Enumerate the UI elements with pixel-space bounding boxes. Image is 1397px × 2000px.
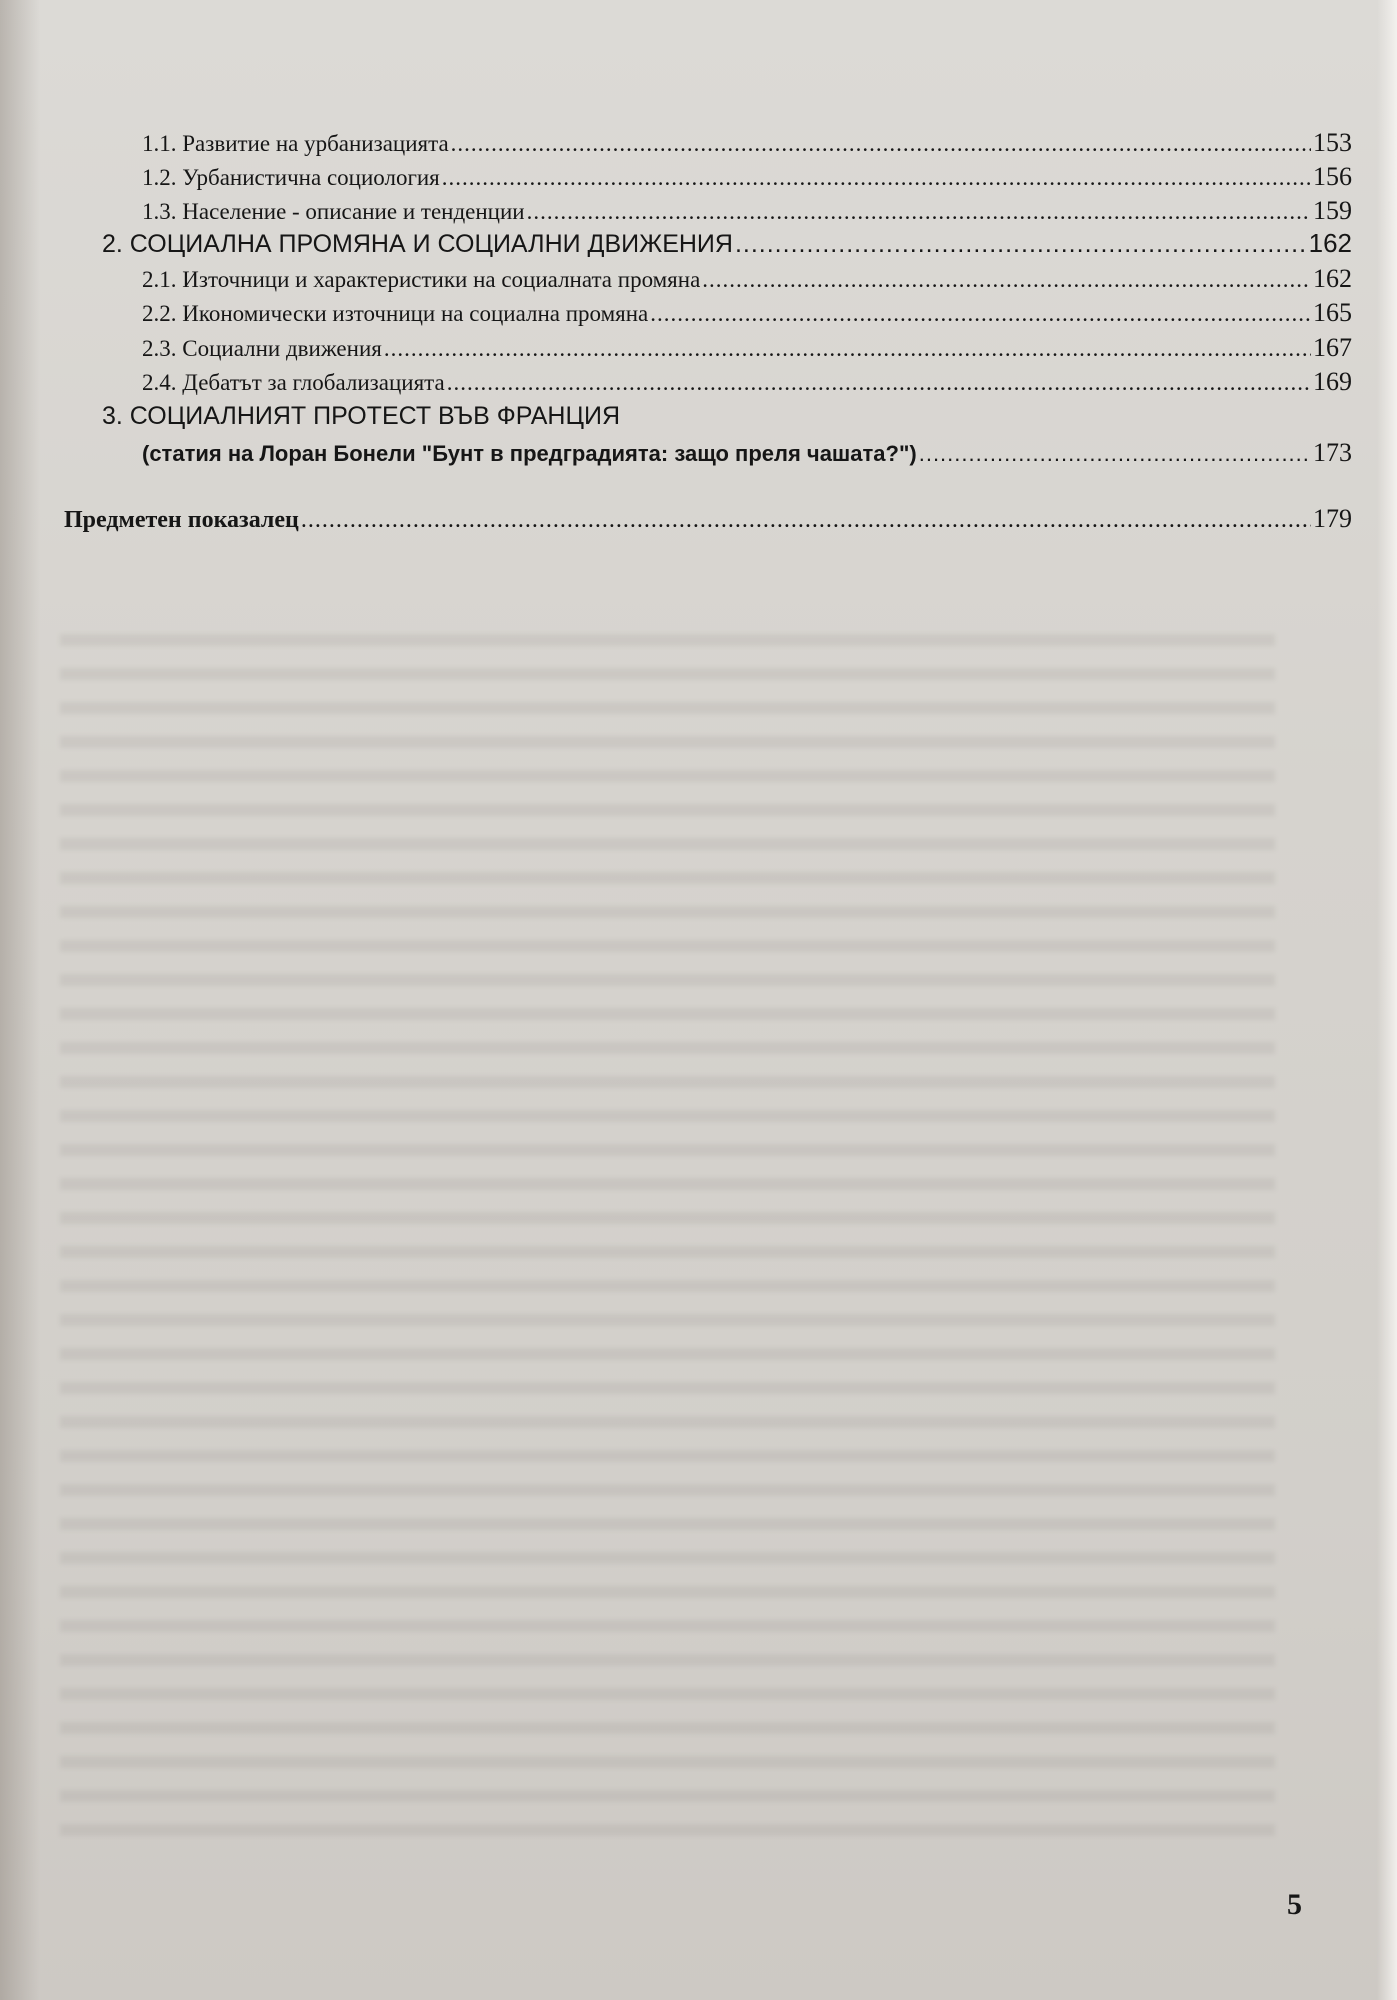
toc-leader-dots — [384, 336, 1311, 362]
toc-entry — [102, 228, 1352, 259]
toc-entry — [142, 298, 1352, 328]
toc-entry — [142, 264, 1352, 294]
toc-leader-dots — [702, 267, 1311, 293]
toc-entry-page: 162 — [1313, 264, 1352, 293]
toc-entry-label: 2.1. Източници и характеристики на социалната промяна — [142, 267, 701, 292]
toc-leader-dots — [447, 370, 1311, 396]
toc-leader-dots — [650, 301, 1311, 327]
toc-entry — [142, 367, 1352, 397]
toc-entry-page: 169 — [1313, 367, 1352, 396]
toc-entry — [142, 128, 1352, 158]
toc-entry-page: 179 — [1313, 504, 1352, 533]
toc-entry — [64, 504, 1352, 534]
toc-entry — [142, 162, 1352, 192]
toc-leader-dots — [919, 441, 1311, 467]
toc-entry-label: 1.3. Население - описание и тенденции — [142, 199, 525, 224]
page-edge-highlight — [1377, 0, 1397, 2000]
page-number: 5 — [1287, 1888, 1302, 1921]
toc-entry-label: 1.2. Урбанистична социология — [142, 165, 440, 190]
toc-entry-page: 156 — [1313, 162, 1352, 191]
show-through-text — [60, 620, 1275, 1840]
toc-entry — [142, 438, 1352, 468]
toc-entry-page: 159 — [1313, 196, 1352, 225]
toc-entry-label: 1.1. Развитие на урбанизацията — [142, 131, 449, 156]
toc-leader-dots — [735, 230, 1307, 259]
toc-entry-label: 3. СОЦИАЛНИЯТ ПРОТЕСТ ВЪВ ФРАНЦИЯ — [102, 402, 620, 430]
toc-entry-label: 2.4. Дебатът за глобализацията — [142, 370, 445, 395]
toc-leader-dots — [442, 165, 1311, 191]
toc-entry-label: 2.3. Социални движения — [142, 336, 382, 361]
toc-section-heading — [102, 402, 620, 431]
toc-entry-label: 2.2. Икономически източници на социална промяна — [142, 301, 649, 326]
toc-entry-label: (статия на Лоран Бонели "Бунт в предградията: защо преля чашата?") — [142, 441, 917, 466]
toc-entry-page: 173 — [1313, 438, 1352, 467]
toc-leader-dots — [451, 131, 1311, 157]
toc-entry-page: 162 — [1308, 228, 1352, 258]
toc-leader-dots — [527, 199, 1311, 225]
page-binding-shadow — [0, 0, 40, 2000]
toc-entry-page: 165 — [1313, 298, 1352, 327]
toc-entry — [142, 196, 1352, 226]
toc-entry-label: Предметен показалец — [64, 507, 299, 533]
toc-leader-dots — [301, 507, 1311, 534]
toc-entry-label: 2. СОЦИАЛНА ПРОМЯНА И СОЦИАЛНИ ДВИЖЕНИЯ — [102, 230, 733, 258]
toc-entry — [142, 333, 1352, 363]
toc-entry-page: 153 — [1313, 128, 1352, 157]
toc-entry-page: 167 — [1313, 333, 1352, 362]
